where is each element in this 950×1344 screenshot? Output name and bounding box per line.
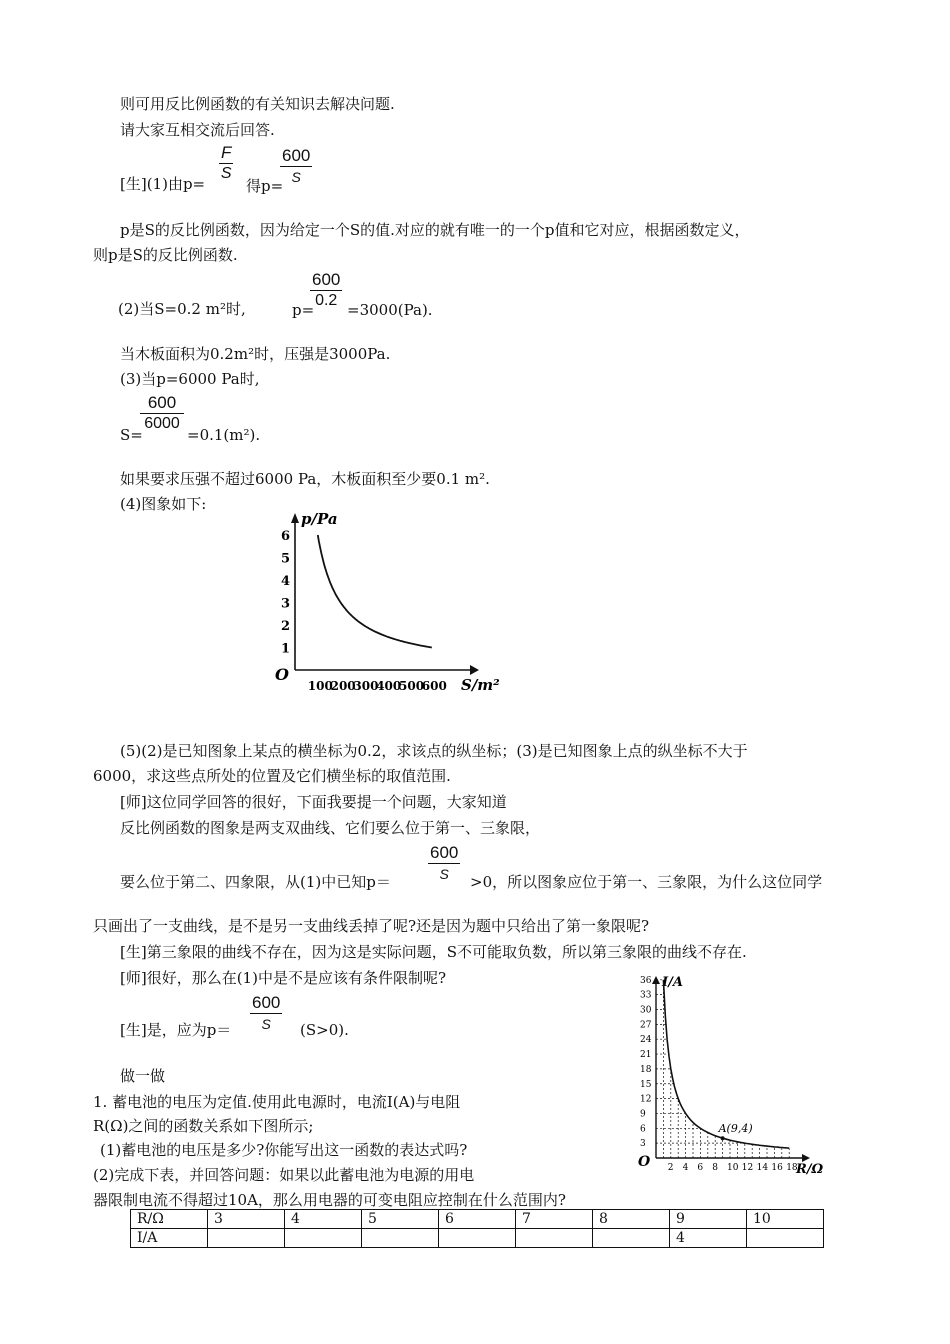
x-tick-label: 10 xyxy=(727,1163,739,1173)
text-line-17b: 器限制电流不得超过10A，那么用电器的可变电阻应控制在什么范围内? xyxy=(93,1191,566,1209)
y-tick-label: 4 xyxy=(281,574,291,589)
text-line-17a: (2)完成下表，并回答问题：如果以此蓄电池为电源的用电 xyxy=(93,1166,475,1184)
text-line-6a: (5)(2)是已知图象上某点的横坐标为0.2，求该点的纵坐标；(3)是已知图象上点的纵坐标不大于 xyxy=(120,742,748,760)
y-tick-label: 5 xyxy=(281,551,291,567)
q1-mid: 得p= xyxy=(246,177,284,195)
y-tick-label: 3 xyxy=(281,596,291,612)
y-tick-label: 6 xyxy=(281,529,291,544)
x-tick-label: 14 xyxy=(756,1163,769,1173)
fraction-den: S xyxy=(220,165,232,182)
y-tick-label: 27 xyxy=(640,1020,652,1031)
y-axis-label: I/A xyxy=(662,975,683,990)
fraction-600-over-6000 xyxy=(140,393,184,434)
fraction-num: 600 xyxy=(140,393,184,414)
x-tick-label: 200 xyxy=(330,679,356,693)
y-tick-label: 36 xyxy=(640,975,652,986)
fraction-600-over-S-2 xyxy=(428,843,460,884)
table-cell: 3 xyxy=(208,1210,285,1229)
table-row xyxy=(131,1229,824,1248)
y-tick-label: 18 xyxy=(640,1064,652,1075)
fraction-600-over-S-3 xyxy=(250,993,282,1034)
table-cell: 6 xyxy=(439,1210,516,1229)
fraction-den: S xyxy=(261,1016,271,1032)
fraction-den: S xyxy=(291,169,301,185)
table-cell[interactable] xyxy=(208,1229,285,1248)
y-tick-label: 3 xyxy=(640,1139,646,1150)
fraction-den: S xyxy=(439,866,449,882)
text-line-11: [生]第三象限的曲线不存在，因为这是实际问题，S不可能取负数，所以第三象限的曲线不存在. xyxy=(120,943,747,961)
y-tick-label: 15 xyxy=(640,1079,652,1090)
y-axis-label: p/Pa xyxy=(301,510,338,528)
text-line-13-right: (S>0). xyxy=(300,1021,349,1039)
table-cell[interactable] xyxy=(439,1229,516,1248)
curve-series xyxy=(318,535,432,648)
table-cell[interactable] xyxy=(516,1229,593,1248)
table-cell: 8 xyxy=(593,1210,670,1229)
text-line-2: 请大家互相交流后回答. xyxy=(120,121,275,139)
x-tick-label: 8 xyxy=(712,1163,718,1173)
table-cell: 10 xyxy=(747,1210,824,1229)
table-cell[interactable] xyxy=(285,1229,362,1248)
text-line-5: 如果要求压强不超过6000 Pa，木板面积至少要0.1 m². xyxy=(120,470,490,488)
y-tick-label: 9 xyxy=(640,1109,646,1120)
fraction-F-over-S xyxy=(219,143,233,184)
text-line-10: 只画出了一支曲线，是不是另一支曲线丢掉了呢?还是因为题中只给出了第一象限呢? xyxy=(93,917,650,935)
text-line-14: 做一做 xyxy=(120,1067,166,1085)
table-cell: 9 xyxy=(670,1210,747,1229)
table-cell: 5 xyxy=(362,1210,439,1229)
fraction-den: 0.2 xyxy=(315,292,338,309)
origin-label: O xyxy=(638,1154,651,1170)
y-tick-label: 21 xyxy=(640,1050,652,1061)
x-tick-label: 400 xyxy=(376,679,402,693)
x-tick-label: 4 xyxy=(682,1163,689,1173)
text-line-8: 反比例函数的图象是两支双曲线、它们要么位于第一、三象限， xyxy=(120,819,541,837)
text-line-4: 当木板面积为0.2m²时，压强是3000Pa. xyxy=(120,345,391,363)
y-tick-label: 12 xyxy=(640,1094,652,1105)
y-tick-label: 24 xyxy=(640,1035,652,1046)
y-tick-label: 33 xyxy=(640,990,652,1001)
table-cell: 4 xyxy=(285,1210,362,1229)
q2-left: (2)当S=0.2 m²时, xyxy=(118,300,246,318)
origin-label: O xyxy=(275,665,289,684)
table-cell: R/Ω xyxy=(131,1210,208,1229)
x-tick-label: 16 xyxy=(771,1163,783,1173)
text-line-16: (1)蓄电池的电压是多少?你能写出这一函数的表达式吗? xyxy=(100,1141,468,1159)
x-axis-label: R/Ω xyxy=(796,1162,824,1177)
x-axis-arrow xyxy=(802,1154,810,1162)
point-A-label: A(9,4) xyxy=(718,1122,753,1136)
q3-line: (3)当p=6000 Pa时, xyxy=(120,370,260,388)
fraction-num: 600 xyxy=(252,993,281,1012)
q2-p: p= xyxy=(292,301,315,319)
fraction-600-over-0.2 xyxy=(310,270,342,311)
table-cell[interactable] xyxy=(593,1229,670,1248)
x-axis-arrow xyxy=(470,665,479,675)
x-tick-label: 18 xyxy=(786,1163,798,1173)
data-table xyxy=(130,1209,824,1248)
y-tick-label: 30 xyxy=(640,1005,652,1016)
y-tick-label: 1 xyxy=(281,641,291,657)
fraction-600-over-S-1 xyxy=(280,146,312,187)
x-tick-label: 100 xyxy=(307,679,333,693)
q1-prefix: [生](1)由p= xyxy=(120,175,206,193)
y-tick-label: 6 xyxy=(640,1124,646,1135)
table-cell[interactable] xyxy=(362,1229,439,1248)
x-tick-label: 300 xyxy=(353,679,379,693)
text-line-15a: 1. 蓄电池的电压为定值.使用此电源时，电流I(A)与电阻 xyxy=(93,1093,461,1111)
q4-line: (4)图象如下: xyxy=(120,495,207,513)
text-line-15b: R(Ω)之间的函数关系如下图所示; xyxy=(93,1117,314,1135)
q3-s: S= xyxy=(120,426,143,444)
text-line-9-left: 要么位于第二、四象限，从(1)中已知p＝ xyxy=(120,873,391,891)
text-line-9-right: >0，所以图象应位于第一、三象限，为什么这位同学 xyxy=(470,873,823,891)
x-tick-label: 12 xyxy=(741,1163,754,1173)
x-tick-label: 2 xyxy=(667,1163,674,1173)
q3-result: =0.1(m²). xyxy=(187,426,261,444)
y-axis-arrow xyxy=(291,513,299,523)
fraction-num: F xyxy=(221,143,232,162)
text-line-7: [师]这位同学回答的很好，下面我要提一个问题，大家知道 xyxy=(120,793,507,811)
x-tick-label: 6 xyxy=(697,1163,704,1173)
point-A xyxy=(721,1136,725,1140)
table-cell: 4 xyxy=(670,1229,747,1248)
text-line-3a: p是S的反比例函数，因为给定一个S的值.对应的就有唯一的一个p值和它对应，根据函数定义， xyxy=(120,221,750,239)
text-line-3b: 则p是S的反比例函数. xyxy=(93,246,238,264)
text-line-12: [师]很好，那么在(1)中是不是应该有条件限制呢? xyxy=(120,969,446,987)
text-line-6b: 6000，求这些点所处的位置及它们横坐标的取值范围. xyxy=(93,767,451,785)
pressure-area-chart xyxy=(265,505,515,705)
fraction-num: 600 xyxy=(282,146,311,165)
y-tick-label: 2 xyxy=(281,619,291,634)
table-cell[interactable] xyxy=(747,1229,824,1248)
text-line-13-left: [生]是，应为p＝ xyxy=(120,1021,232,1039)
fraction-den: 6000 xyxy=(144,415,180,432)
fraction-num: 600 xyxy=(430,843,459,862)
current-resistance-chart xyxy=(630,970,830,1180)
table-row-header xyxy=(131,1210,824,1229)
text-line-1: 则可用反比例函数的有关知识去解决问题. xyxy=(120,95,395,113)
fraction-num: 600 xyxy=(312,270,341,289)
x-tick-label: 500 xyxy=(399,679,425,693)
x-axis-label: S/m² xyxy=(461,676,500,694)
x-tick-label: 600 xyxy=(421,679,447,693)
table-cell: 7 xyxy=(516,1210,593,1229)
table-cell: I/A xyxy=(131,1229,208,1248)
q2-result: =3000(Pa). xyxy=(347,301,433,319)
